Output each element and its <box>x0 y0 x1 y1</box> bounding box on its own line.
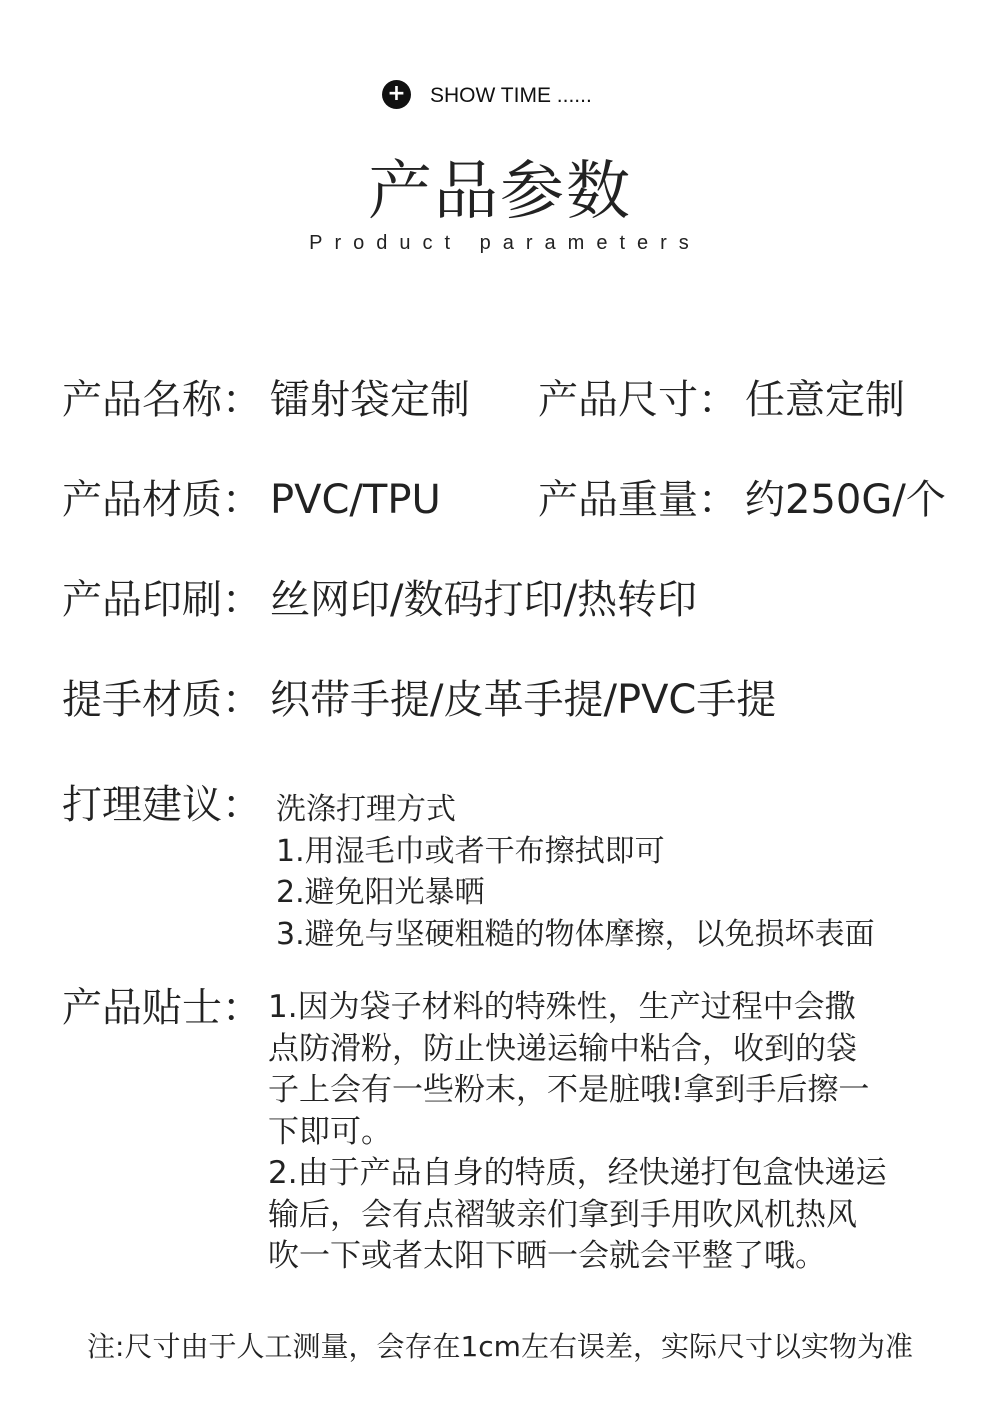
tips-line: 子上会有一些粉末，不是脏哦!拿到手后擦一 <box>268 1072 870 1108</box>
param-material-value: PVC/TPU <box>270 477 441 523</box>
tips-line: 1.因为袋子材料的特殊性，生产过程中会撒 <box>268 989 856 1025</box>
footer-note: 注:尺寸由于人工测量，会存在1cm左右误差，实际尺寸以实物为准 <box>87 1330 913 1363</box>
param-handle-label: 提手材质： <box>62 677 262 723</box>
care-line: 洗涤打理方式 <box>276 792 456 827</box>
param-material-label: 产品材质： <box>62 477 262 523</box>
tips-line: 输后，会有点褶皱亲们拿到手用吹风机热风 <box>268 1196 857 1233</box>
param-weight-value: 约250G/个 <box>745 477 946 523</box>
param-printing-label: 产品印刷： <box>62 577 262 623</box>
tips-list <box>268 987 887 1278</box>
param-size-label: 产品尺寸： <box>538 377 738 423</box>
care-list <box>276 789 875 955</box>
tips-line: 点防滑粉，防止快递运输中粘合，收到的袋 <box>268 1030 857 1067</box>
page-subtitle: Product parameters <box>309 232 701 254</box>
tips-line: 下即可。 <box>268 1113 392 1150</box>
tagline: SHOW TIME ...... <box>430 84 592 107</box>
tips-line: 2.由于产品自身的特质，经快递打包盒快递运 <box>268 1155 887 1191</box>
param-printing-value: 丝网印/数码打印/热转印 <box>270 577 697 623</box>
param-name-label: 产品名称： <box>62 377 262 423</box>
param-size-value: 任意定制 <box>745 377 905 423</box>
param-weight-label: 产品重量： <box>538 477 738 523</box>
tips-label: 产品贴士： <box>62 985 262 1031</box>
tips-line: 吹一下或者太阳下晒一会就会平整了哦。 <box>268 1238 826 1274</box>
care-line: 3.避免与坚硬粗糙的物体摩擦，以免损坏表面 <box>276 916 875 952</box>
page-title: 产品参数 <box>368 155 632 229</box>
param-handle-value: 织带手提/皮革手提/PVC手提 <box>270 677 777 723</box>
param-name-value: 镭射袋定制 <box>270 377 470 423</box>
care-line: 1.用湿毛巾或者干布擦拭即可 <box>276 833 665 869</box>
care-label: 打理建议： <box>62 782 262 828</box>
care-line: 2.避免阳光暴晒 <box>276 875 485 911</box>
plus-circle-icon: + <box>382 80 411 109</box>
